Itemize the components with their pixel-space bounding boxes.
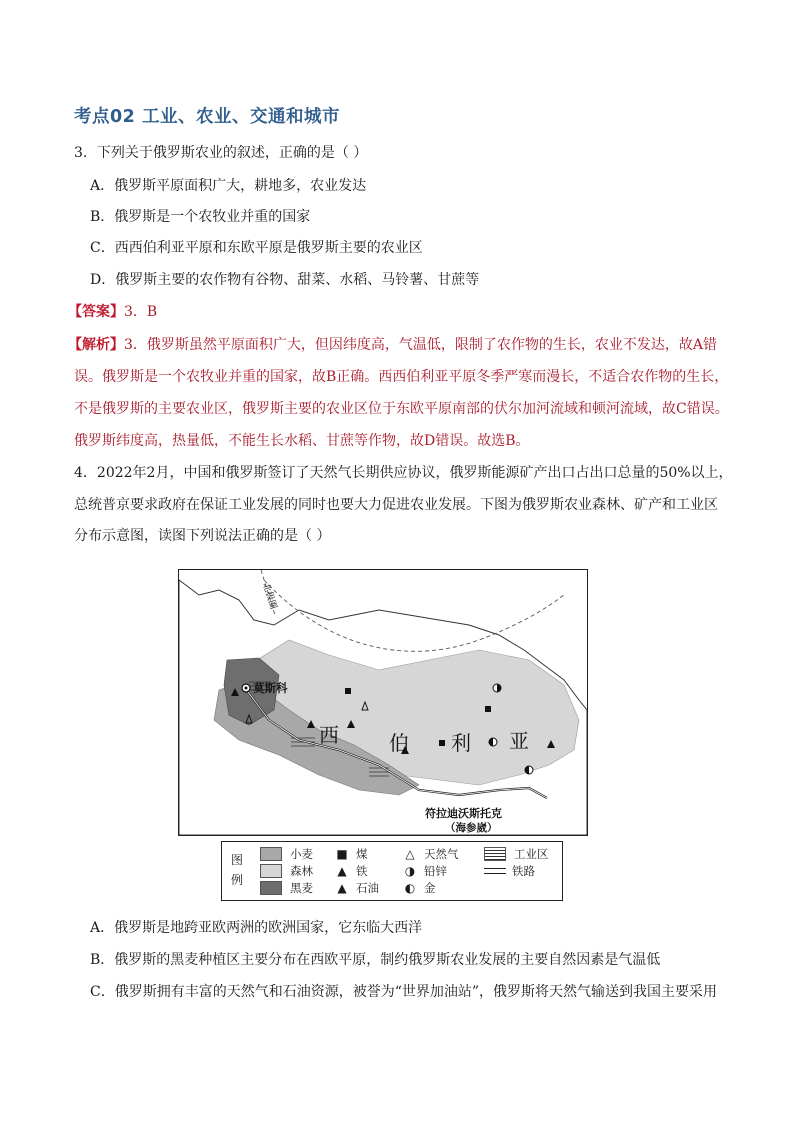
vladivostok-label: 符拉迪沃斯托克	[425, 807, 502, 820]
arctic-circle-label: 北极圈	[260, 581, 279, 611]
analysis-tag: 【解析】	[68, 337, 124, 353]
wheat-swatch	[260, 847, 282, 861]
label-ya: 亚	[509, 729, 529, 753]
moscow-label: 莫斯科	[253, 681, 288, 695]
q4-stem-line-2: 总统普京要求政府在保证工业发展的同时也要大力促进农业发展。下图为俄罗斯农业森林、矿产和工业区	[74, 497, 718, 513]
rye-swatch	[260, 881, 282, 895]
vladivostok-alt-label: （海参崴）	[445, 822, 498, 834]
legend-coal: ■ 煤	[334, 846, 368, 862]
half-circle-icon: ◑	[404, 864, 416, 878]
russia-map	[178, 569, 588, 836]
q4-option-a: A．俄罗斯是地跨亚欧两洲的欧洲国家，它东临大西洋	[90, 920, 423, 936]
coal-symbol	[345, 688, 351, 694]
legend-gas: △ 天然气	[402, 846, 459, 862]
section-title: 考点02 工业、农业、交通和城市	[74, 107, 340, 127]
q3-option-c: C．西西伯利亚平原和东欧平原是俄罗斯主要的农业区	[90, 240, 423, 256]
analysis-line-1: 【解析】3．俄罗斯虽然平原面积广大，但因纬度高，气温低，限制了农作物的生长，农业不发达，故A错	[68, 337, 718, 353]
analysis-line-4: 俄罗斯纬度高，热量低，不能生长水稻、甘蔗等作物，故D错误。故选B。	[74, 433, 530, 449]
legend-wheat: 小麦	[260, 846, 313, 862]
q4-stem-line-1: 4．2022年2月，中国和俄罗斯签订了天然气长期供应协议，俄罗斯能源矿产出口占出口总量的50%以上，	[74, 465, 733, 481]
coal-symbol	[485, 706, 491, 712]
map-legend	[221, 841, 563, 901]
legend-iron: ▲ 铁	[334, 863, 368, 879]
label-xi: 西	[319, 723, 339, 747]
q3-stem: 3．下列关于俄罗斯农业的叙述，正确的是（ ）	[74, 145, 368, 161]
legend-gold: ◐ 金	[402, 880, 436, 896]
legend-leadzinc: ◑ 铅锌	[402, 863, 447, 879]
legend-title: 图例	[231, 853, 244, 887]
legend-forest: 森林	[260, 863, 313, 879]
q4-option-c: C．俄罗斯拥有丰富的天然气和石油资源，被誉为“世界加油站”，俄罗斯将天然气输送到我国主要采用	[90, 984, 718, 1000]
gas-outline-icon: △	[405, 847, 415, 861]
q3-option-a: A．俄罗斯平原面积广大，耕地多，农业发达	[90, 178, 367, 194]
answer-tag: 【答案】	[68, 304, 124, 320]
analysis-line-2: 误。俄罗斯是一个农牧业并重的国家，故B正确。西西伯利亚平原冬季严寒而漫长，不适合农作物的生长，	[74, 369, 729, 385]
legend-railway: 铁路	[484, 863, 535, 879]
answer-line	[68, 302, 157, 322]
legend-oil: ▲ 石油	[334, 880, 379, 896]
half-filled-circle-icon: ◐	[404, 881, 416, 895]
label-bo: 伯	[389, 731, 409, 755]
legend-rye: 黑麦	[260, 880, 313, 896]
q4-option-b: B．俄罗斯的黑麦种植区主要分布在西欧平原，制约俄罗斯农业发展的主要自然因素是气温低	[90, 952, 661, 968]
analysis-line-3: 不是俄罗斯的主要农业区，俄罗斯主要的农业区位于东欧平原南部的伏尔加河流域和顿河流域，故C错误。	[74, 401, 729, 417]
q4-stem-line-3: 分布示意图，读图下列说法正确的是（ ）	[74, 528, 331, 544]
answer-text: 3．B	[124, 304, 158, 320]
forest-swatch	[260, 864, 282, 878]
oil-triangle-icon: ▲	[337, 881, 347, 895]
q3-option-d: D．俄罗斯主要的农作物有谷物、甜菜、水稻、马铃薯、甘蔗等	[90, 272, 480, 288]
label-li: 利	[451, 731, 471, 755]
industrial-swatch	[484, 847, 506, 861]
railway-icon	[484, 868, 506, 874]
q3-option-b: B．俄罗斯是一个农牧业并重的国家	[90, 209, 311, 225]
coal-symbol	[439, 740, 445, 746]
filled-triangle-icon: ▲	[337, 864, 347, 878]
legend-industrial: 工业区	[484, 846, 549, 862]
filled-square-icon: ■	[336, 847, 348, 861]
russia-map-svg	[179, 570, 587, 835]
